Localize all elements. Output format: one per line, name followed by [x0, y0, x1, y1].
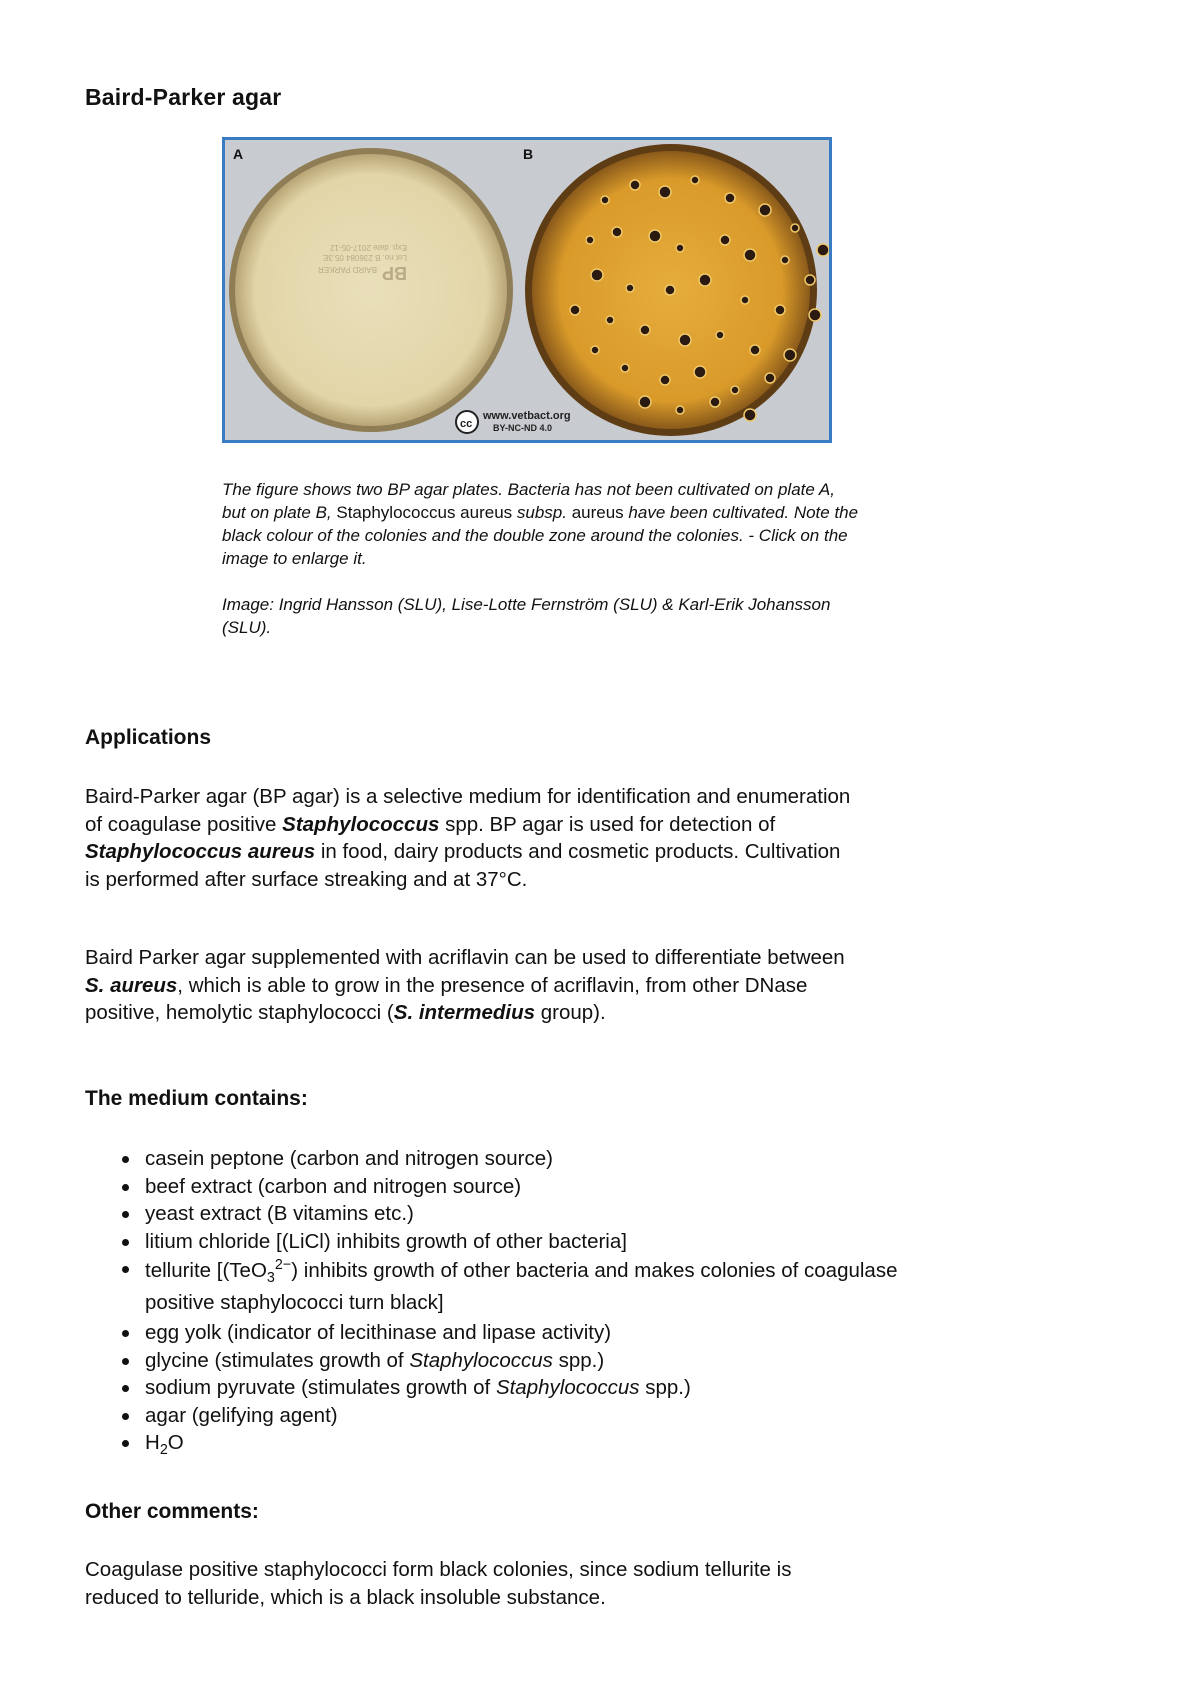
plate-b-label: B: [523, 146, 534, 162]
medium-heading: The medium contains:: [85, 1087, 308, 1110]
plate-a-label: A: [233, 146, 244, 162]
figure-caption: [222, 478, 862, 639]
pyruvate-b: spp.): [639, 1376, 691, 1399]
page-title: Baird-Parker agar: [85, 84, 282, 110]
colony: [626, 284, 634, 292]
colony: [744, 249, 756, 261]
water-b: O: [167, 1431, 184, 1454]
colony: [775, 305, 785, 315]
p1-text-b: spp. BP agar is used for detection of: [439, 812, 776, 836]
caption-genus: Staphylococcus: [336, 503, 456, 522]
colony: [676, 244, 684, 252]
colony: [781, 256, 789, 264]
list-item: [145, 1347, 925, 1375]
watermark-site: www.vetbact.org: [483, 410, 571, 422]
list-item: litium chloride [(LiCl) inhibits growth of other bacteria]: [145, 1228, 925, 1256]
colony: [741, 296, 749, 304]
colony: [612, 227, 622, 237]
colony: [744, 409, 756, 421]
caption-subsp: subsp.: [516, 503, 567, 522]
applications-paragraph-1: [85, 783, 855, 893]
plate-a-print-line1: BAIRD PARKER: [318, 265, 377, 274]
colony: [720, 235, 730, 245]
colony: [759, 204, 771, 216]
glycine-b: spp.): [552, 1348, 605, 1372]
list-item: egg yolk (indicator of lecithinase and lipase activity): [145, 1319, 925, 1347]
list-item: casein peptone (carbon and nitrogen source): [145, 1145, 925, 1173]
p1-species: Staphylococcus aureus: [85, 840, 316, 863]
colony: [817, 244, 829, 256]
medium-ingredient-list: [85, 1145, 925, 1457]
colony: [809, 309, 821, 321]
plate-a-print-bp: BP: [381, 263, 407, 283]
colony: [659, 186, 671, 198]
list-item: yeast extract (B vitamins etc.): [145, 1200, 925, 1228]
comments-paragraph: Coagulase positive staphylococci form black colonies, since sodium tellurite is reduced to telluride, which is a black insoluble substance.: [85, 1558, 792, 1609]
figure-image[interactable]: [225, 140, 829, 440]
colony: [691, 176, 699, 184]
plate-a-print-line3: Exp. date 2017-05-12: [330, 243, 407, 252]
colony: [601, 196, 609, 204]
list-item: agar (gelifying agent): [145, 1402, 925, 1430]
colony: [765, 373, 775, 383]
cc-badge-text: cc: [460, 418, 473, 430]
colony: [731, 386, 739, 394]
colony: [784, 349, 796, 361]
colony: [665, 285, 675, 295]
caption-line2: have been cultivated. Note the black colour of the colonies and the double zone around the colonies. - Click on the image to enlarge it.: [222, 503, 859, 568]
colony: [750, 345, 760, 355]
caption-line1: The figure shows two BP agar plates. Bacteria has not been cultivated on plate A, but on plate B,: [222, 480, 835, 522]
water-a: H: [145, 1431, 160, 1454]
colony: [591, 346, 599, 354]
colony: [586, 236, 594, 244]
applications-paragraph-2: [85, 944, 855, 1027]
agar-plates-figure[interactable]: [222, 137, 832, 443]
colony: [710, 397, 720, 407]
p2-text-b: , which is able to grow in the presence of acriflavin, from other DNase positive, hemolytic staphylococci (: [85, 973, 808, 1024]
colony: [570, 305, 580, 315]
image-credit: Image: Ingrid Hansson (SLU), Lise-Lotte Fernström (SLU) & Karl-Erik Johansson (SLU).: [222, 595, 831, 637]
list-item: [145, 1374, 925, 1402]
colony: [591, 269, 603, 281]
plate-a-print-line2: Lot no. B 236084 05.3E: [322, 253, 407, 262]
p1-text-c: in food, dairy products and cosmetic products. Cultivation is performed after surface streaking and at 37°C.: [85, 840, 841, 891]
applications-heading: Applications: [85, 726, 212, 749]
water-sub: 2: [159, 1442, 168, 1459]
colony: [679, 334, 691, 346]
colony: [606, 316, 614, 324]
colony: [694, 366, 706, 378]
tellurite-sub: 3: [266, 1270, 275, 1287]
glycine-genus: Staphylococcus: [409, 1348, 553, 1372]
colony: [649, 230, 661, 242]
p2-text-a: Baird Parker agar supplemented with acriflavin can be used to differentiate between: [85, 946, 845, 969]
list-item: [145, 1429, 925, 1457]
list-item: beef extract (carbon and nitrogen source): [145, 1173, 925, 1201]
pyruvate-genus: Staphylococcus: [495, 1376, 640, 1399]
list-item: [145, 1255, 925, 1319]
watermark-license: BY-NC-ND 4.0: [493, 423, 553, 433]
colony: [725, 193, 735, 203]
colony: [660, 375, 670, 385]
plate-a: [235, 154, 507, 426]
caption-text: [222, 478, 862, 570]
p2-text-c: group).: [535, 1001, 606, 1024]
tellurite-sup: 2−: [274, 1257, 292, 1274]
p2-species2: S. intermedius: [393, 1001, 536, 1024]
cc-watermark: [456, 410, 571, 433]
colony: [621, 364, 629, 372]
p1-genus: Staphylococcus: [282, 812, 440, 836]
tellurite-a: tellurite [(TeO: [145, 1259, 267, 1282]
colony: [699, 274, 711, 286]
p1-text-a: Baird-Parker agar (BP agar) is a selective medium for identification and enumeration of coagulase positive: [85, 785, 851, 836]
colony: [791, 224, 799, 232]
other-comments-heading: Other comments:: [85, 1500, 259, 1523]
colony: [640, 325, 650, 335]
colony: [805, 275, 815, 285]
caption-species: aureus: [455, 503, 517, 522]
agar-plates-image: [225, 140, 829, 440]
p2-species: S. aureus: [85, 973, 178, 997]
caption-subspecies: aureus: [566, 503, 629, 522]
glycine-a: glycine (stimulates growth of: [145, 1348, 410, 1372]
colony: [676, 406, 684, 414]
colony: [639, 396, 651, 408]
tellurite-b: ) inhibits growth of other bacteria and makes colonies of coagulase positive staphylococci turn black]: [145, 1259, 898, 1314]
colony: [716, 331, 724, 339]
pyruvate-a: sodium pyruvate (stimulates growth of: [145, 1376, 496, 1399]
colony: [630, 180, 640, 190]
